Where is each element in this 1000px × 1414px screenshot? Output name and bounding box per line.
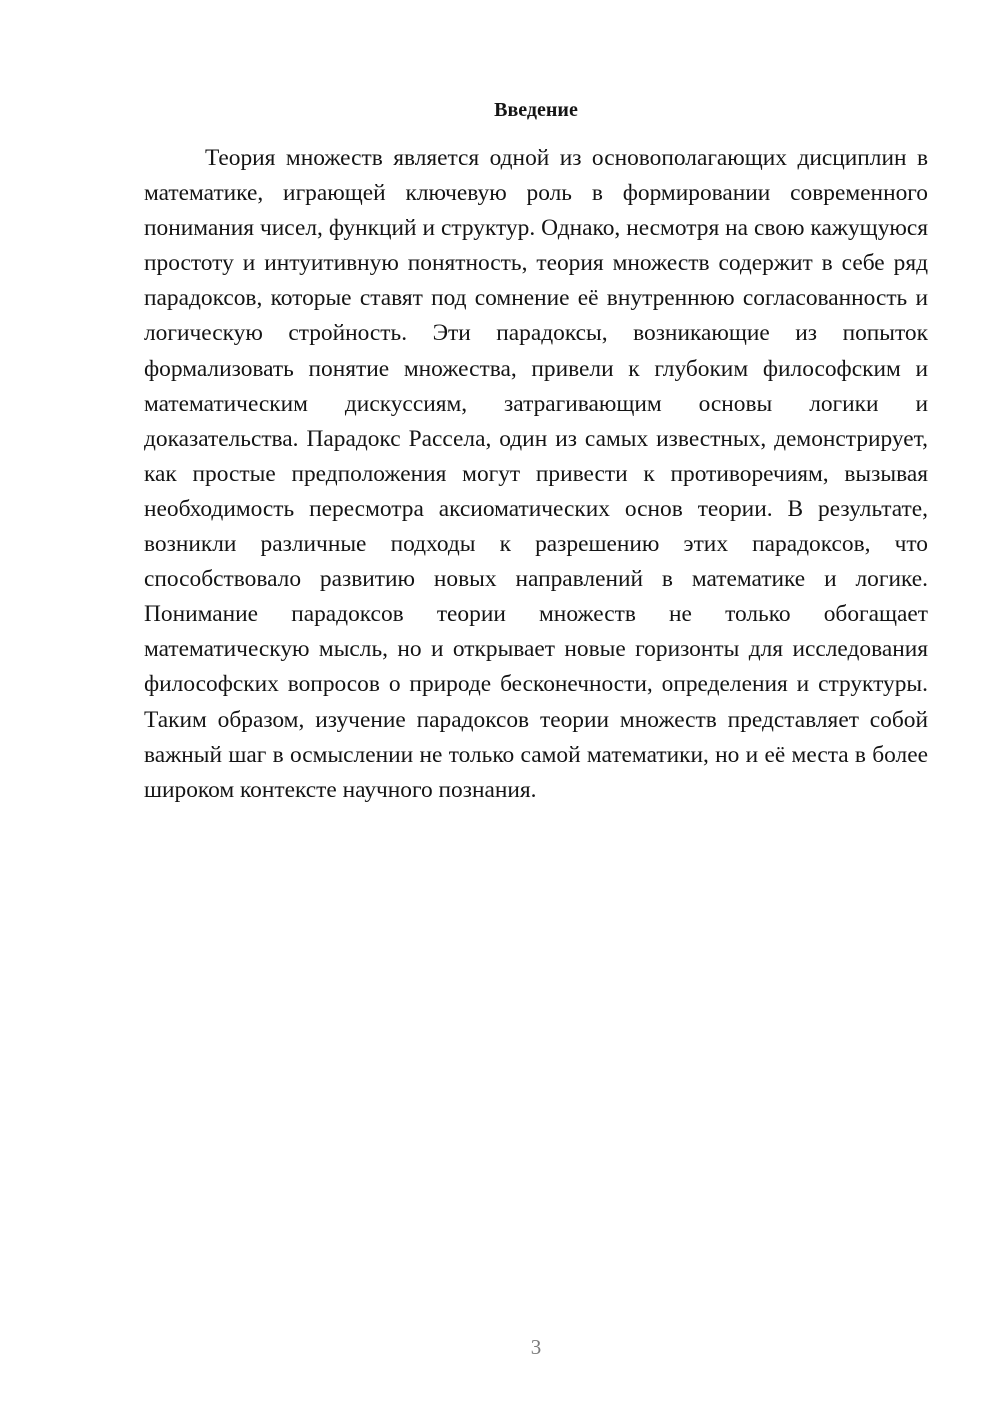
body-paragraph: Теория множеств является одной из основополагающих дисциплин в математике, играющей ключевую роль в формировании современного понимания чисел, функций и структур. Однако, несмотря на свою кажущуюся простоту и интуитивную понятность, теория множеств содержит в себе ряд парадоксов, которые ставят под сомнение её внутреннюю согласованность и логическую стройность. Эти парадоксы, возникающие из попыток формализовать понятие множества, привели к глубоким философским и математическим дискуссиям, затрагивающим основы логики и доказательства. Парадокс Рассела, один из самых известных, демонстрирует, как простые предположения могут привести к противоречиям, вызывая необходимость пересмотра аксиоматических основ теории. В результате, возникли различные подходы к разрешению этих парадоксов, что способствовало развитию новых направлений в математике и логике. Понимание парадоксов теории множеств не только обогащает математическую мысль, но и открывает новые горизонты для исследования философских вопросов о природе бесконечности, определения и структуры. Таким образом, изучение парадоксов теории множеств представляет собой важный шаг в осмыслении не только самой математики, но и её места в более широком контексте научного познания.: [144, 145, 928, 803]
section-heading: Введение: [494, 99, 578, 121]
page-number: 3: [530, 1335, 542, 1359]
